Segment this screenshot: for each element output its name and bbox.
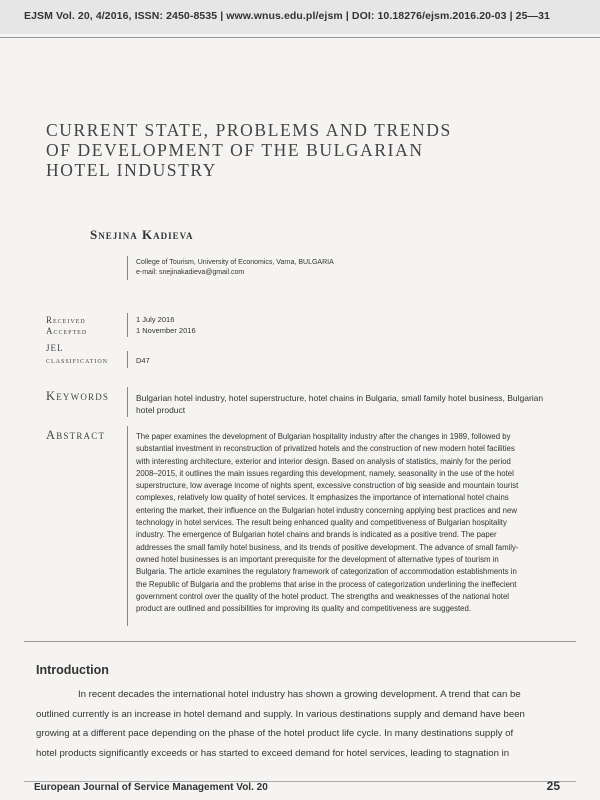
jel-classification-label: classification bbox=[46, 355, 109, 365]
body-line: outlined currently is an increase in hotel demand and supply. In various destinations supply and demand have been bbox=[36, 708, 525, 720]
abstract-line: complexes, relatively low quality of hotel services. It emphasizes the importance of international hotel chains bbox=[136, 493, 509, 503]
introduction-heading: Introduction bbox=[36, 663, 109, 677]
title-line: HOTEL INDUSTRY bbox=[46, 160, 217, 180]
journal-citation: EJSM Vol. 20, 4/2016, ISSN: 2450-8535 | www.wnus.edu.pl/ejsm | DOI: 10.18276/ejsm.2016.20-03 | 25—31 bbox=[24, 10, 550, 22]
keywords-label: Keywords bbox=[46, 389, 110, 403]
received-label: Received bbox=[46, 315, 86, 325]
header-divider bbox=[0, 37, 600, 38]
introduction-body bbox=[36, 685, 564, 764]
title-line: OF DEVELOPMENT OF THE BULGARIAN bbox=[46, 140, 424, 160]
affiliation-text: College of Tourism, University of Economics, Varna, BULGARIA bbox=[136, 259, 334, 266]
jel-divider bbox=[127, 351, 128, 368]
abstract-line: industry. The emergence of Bulgarian hotel chains and brands is indicated as a positive trend. The paper bbox=[136, 530, 497, 540]
abstract-line: substantial investment in reconstruction of privatized hotels and the construction of new modern hotel facilities bbox=[136, 444, 515, 454]
accepted-label: Accepted bbox=[46, 326, 88, 336]
abstract-line: owned hotel businesses is an important prerequisite for the development of alternative types of tourism in bbox=[136, 554, 499, 564]
author-email: e-mail: snejinakadieva@gmail.com bbox=[136, 269, 245, 276]
accepted-date: 1 November 2016 bbox=[136, 326, 196, 335]
abstract-label: Abstract bbox=[46, 428, 106, 442]
abstract-line: government control over the quality of the hotel product. The strengths and weaknesses of the national hotel bbox=[136, 591, 510, 601]
abstract-line: entering the market, their influence on the Bulgarian hotel industry concerning applying best practices and new bbox=[136, 505, 517, 515]
abstract-text bbox=[136, 431, 556, 615]
body-line: growing at a different pace depending on the phase of the hotel product life cycle. In many destinations supply of bbox=[36, 728, 514, 740]
dates-divider bbox=[127, 313, 128, 337]
footer-journal-name: European Journal of Service Management Vol. 20 bbox=[34, 782, 268, 793]
abstract-line: the Republic of Bulgaria and the problems that arise in the process of categorization underlining the ineffecient bbox=[136, 579, 517, 589]
abstract-line: Bulgaria. The article examines the regulatory framework of categorization of accommodation establishments in bbox=[136, 567, 517, 577]
header-bar bbox=[0, 0, 600, 34]
affiliation-divider bbox=[127, 256, 128, 280]
body-line: hotel products significantly exceeds or has started to exceed demand for hotel services, leading to stagnation in bbox=[36, 748, 510, 760]
title-line: CURRENT STATE, PROBLEMS AND TRENDS bbox=[46, 120, 452, 140]
article-title bbox=[46, 120, 516, 180]
abstract-line: technology in hotel services. The result being enhanced quality and competitiveness of Bulgarian hospitality bbox=[136, 518, 507, 528]
jel-label: JEL bbox=[46, 343, 64, 353]
abstract-line: The paper examines the development of Bulgarian hospitality industry after the changes in 1989, followed by bbox=[136, 432, 511, 441]
abstract-line: superstructure, low average income of nights spent, excessive construction of big seaside and mountain tourist bbox=[136, 481, 519, 491]
abstract-divider bbox=[127, 426, 128, 626]
author-affiliation bbox=[136, 258, 436, 278]
abstract-line: with interesting architecture, exterior and interior design. Based on analysis of statistics, mainly for the period bbox=[136, 456, 511, 466]
keywords-text: Bulgarian hotel industry, hotel superstructure, hotel chains in Bulgaria, small family hotel business, Bulgarian hotel product bbox=[136, 393, 544, 415]
section-divider bbox=[24, 641, 576, 642]
keywords-divider bbox=[127, 387, 128, 417]
page-number: 25 bbox=[546, 779, 560, 793]
jel-code: D47 bbox=[136, 356, 150, 365]
abstract-line: addresses the small family hotel business, and its trends of positive development. The advance of small family- bbox=[136, 542, 519, 552]
body-line: In recent decades the international hotel industry has shown a growing development. A trend that can be bbox=[78, 689, 521, 700]
received-date: 1 July 2016 bbox=[136, 315, 175, 324]
abstract-line: product are outlined and possibilities for improving its quality and competitiveness are suggested. bbox=[136, 604, 472, 614]
abstract-line: 2008–2015, it outlines the main issues regarding this development, namely, seasonality in the use of the hotel bbox=[136, 468, 514, 478]
author-name: Snejina Kadieva bbox=[90, 227, 194, 242]
